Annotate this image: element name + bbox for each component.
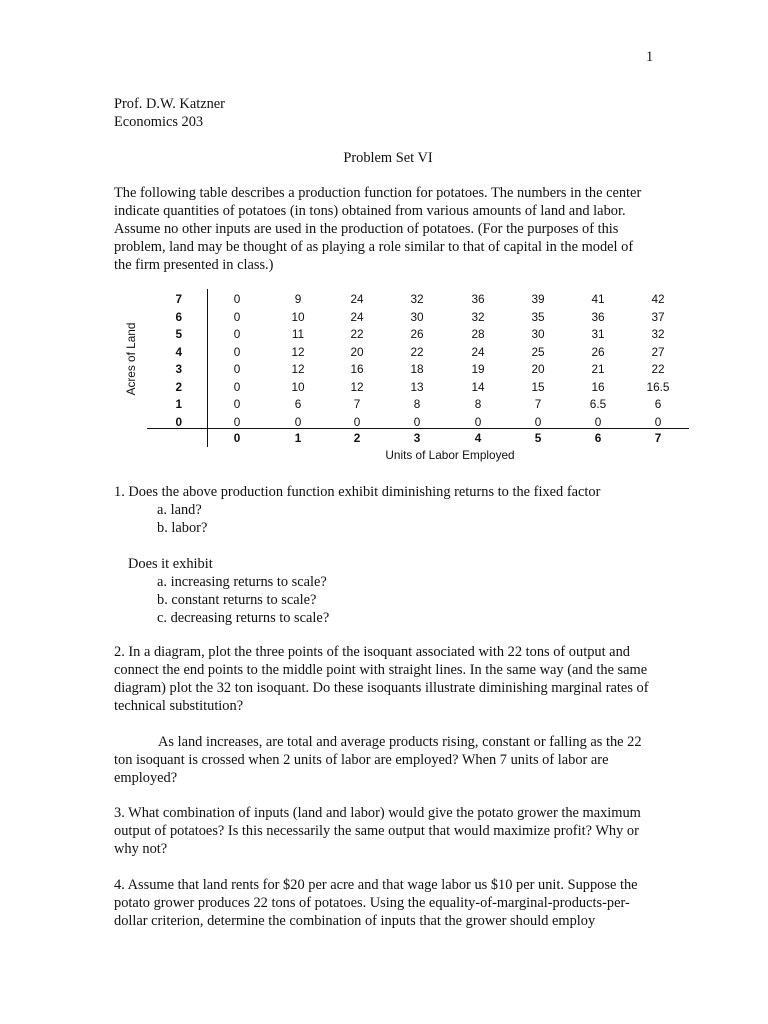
table-cell: 27 (651, 344, 665, 359)
table-cell: 16.5 (646, 379, 670, 394)
table-cell: 7 (534, 397, 542, 411)
table-cell: 9 (294, 292, 302, 306)
table-cell: 0 (233, 362, 241, 376)
course-name: Economics 203 (114, 114, 204, 130)
table-cell: 16 (591, 379, 605, 394)
table-cell: 26 (591, 344, 605, 359)
labor-column-label: 0 (233, 431, 241, 445)
page-number: 1 (646, 49, 654, 65)
question-1-scale-a: a. increasing returns to scale? (157, 574, 327, 590)
table-cell: 0 (654, 414, 662, 429)
table-cell: 0 (413, 414, 421, 429)
table-cell: 14 (471, 379, 485, 394)
land-row-label: 3 (175, 362, 182, 376)
table-cell: 10 (291, 379, 305, 394)
question-1-scale-b: b. constant returns to scale? (157, 592, 317, 608)
table-cell: 41 (591, 292, 605, 306)
table-cell: 25 (531, 344, 545, 359)
intro-paragraph: The following table describes a production function for potatoes. The numbers in the center indicate quantities of potatoes (in tons) obtained from various amounts of land and labor. Assume no other inputs are used in the production of potatoes. (For the purposes of this problem, land may be thought of as playing a role similar to that of capital in the model of the firm presented in class.) (114, 185, 642, 273)
table-cell: 42 (651, 292, 665, 306)
table-cell: 0 (233, 414, 241, 429)
table-cell: 0 (233, 344, 241, 359)
table-cell: 30 (531, 327, 545, 341)
labor-column-label: 5 (534, 431, 542, 445)
table-cell: 24 (350, 292, 364, 306)
table-cell: 0 (233, 327, 241, 341)
table-cell: 36 (591, 309, 605, 324)
table-cell: 0 (594, 414, 602, 429)
labor-column-label: 7 (654, 431, 662, 445)
table-cell: 7 (353, 397, 361, 411)
table-cell: 22 (350, 327, 364, 341)
table-cell: 0 (353, 414, 361, 429)
table-cell: 6 (654, 397, 662, 411)
table-cell: 12 (291, 362, 305, 376)
table-cell: 32 (651, 327, 665, 341)
table-vertical-rule (207, 289, 208, 447)
land-row-label: 6 (175, 309, 182, 324)
table-cell: 28 (471, 327, 485, 341)
table-cell: 0 (233, 397, 241, 411)
table-cell: 22 (651, 362, 665, 376)
author-name: Prof. D.W. Katzner (114, 96, 225, 112)
table-cell: 24 (471, 344, 485, 359)
table-cell: 12 (350, 379, 364, 394)
table-cell: 0 (233, 309, 241, 324)
table-cell: 18 (410, 362, 424, 376)
table-cell: 30 (410, 309, 424, 324)
land-row-label: 0 (175, 414, 182, 429)
table-cell: 32 (410, 292, 424, 306)
question-3: 3. What combination of inputs (land and labor) would give the potato grower the maximum output of potatoes? Is this necessarily the same output that would maximize profit? Why or why not? (114, 805, 641, 857)
land-row-label: 1 (175, 397, 182, 411)
question-1b: b. labor? (157, 520, 208, 536)
table-cell: 19 (471, 362, 485, 376)
table-cell: 0 (534, 414, 542, 429)
question-2: 2. In a diagram, plot the three points of the isoquant associated with 22 tons of output and connect the end points to the middle point with straight lines. In the same way (and the same diagram) plot the 32 ton isoquant. Do these isoquants illustrate diminishing marginal rates of technical substitution? (114, 644, 649, 714)
table-cell: 12 (291, 344, 305, 359)
labor-column-label: 4 (474, 431, 482, 445)
y-axis-label: Acres of Land (124, 322, 138, 396)
table-cell: 6.5 (589, 397, 607, 411)
table-cell: 16 (350, 362, 364, 376)
question-1: 1. Does the above production function exhibit diminishing returns to the fixed factor (114, 484, 601, 500)
question-1-scale: Does it exhibit (128, 556, 213, 572)
table-cell: 31 (591, 327, 605, 341)
question-1a: a. land? (157, 502, 202, 518)
labor-column-label: 3 (413, 431, 421, 445)
land-row-label: 5 (175, 327, 182, 341)
table-cell: 36 (471, 292, 485, 306)
question-1-scale-c: c. decreasing returns to scale? (157, 610, 330, 626)
labor-column-label: 6 (594, 431, 602, 445)
table-cell: 20 (350, 344, 364, 359)
table-cell: 35 (531, 309, 545, 324)
table-cell: 8 (413, 397, 421, 411)
table-cell: 10 (291, 309, 305, 324)
table-cell: 0 (474, 414, 482, 429)
table-cell: 0 (233, 379, 241, 394)
question-2-followup: As land increases, are total and average products rising, constant or falling as the 22 ton isoquant is crossed when 2 units of labor are employed? When 7 units of labor are employed? (114, 734, 642, 786)
land-row-label: 2 (175, 379, 182, 394)
table-cell: 13 (410, 379, 424, 394)
table-cell: 21 (591, 362, 605, 376)
question-4: 4. Assume that land rents for $20 per acre and that wage labor us $10 per unit. Suppose the potato grower produces 22 tons of potatoes. Using the equality-of-marginal-products-per-dollar criterion, determine the combination of inputs that the grower should employ (114, 877, 638, 929)
table-cell: 0 (294, 414, 302, 429)
labor-column-label: 1 (294, 431, 302, 445)
table-cell: 6 (294, 397, 302, 411)
table-cell: 26 (410, 327, 424, 341)
table-cell: 8 (474, 397, 482, 411)
table-cell: 39 (531, 292, 545, 306)
x-axis-label: Units of Labor Employed (385, 448, 515, 462)
problem-set-title: Problem Set VI (343, 150, 433, 166)
table-cell: 32 (471, 309, 485, 324)
table-cell: 24 (350, 309, 364, 324)
table-cell: 11 (291, 327, 305, 341)
table-cell: 22 (410, 344, 424, 359)
table-cell: 37 (651, 309, 665, 324)
table-cell: 20 (531, 362, 545, 376)
labor-column-label: 2 (353, 431, 361, 445)
land-row-label: 7 (175, 292, 182, 306)
land-row-label: 4 (175, 344, 182, 359)
table-cell: 0 (233, 292, 241, 306)
table-cell: 15 (531, 379, 545, 394)
